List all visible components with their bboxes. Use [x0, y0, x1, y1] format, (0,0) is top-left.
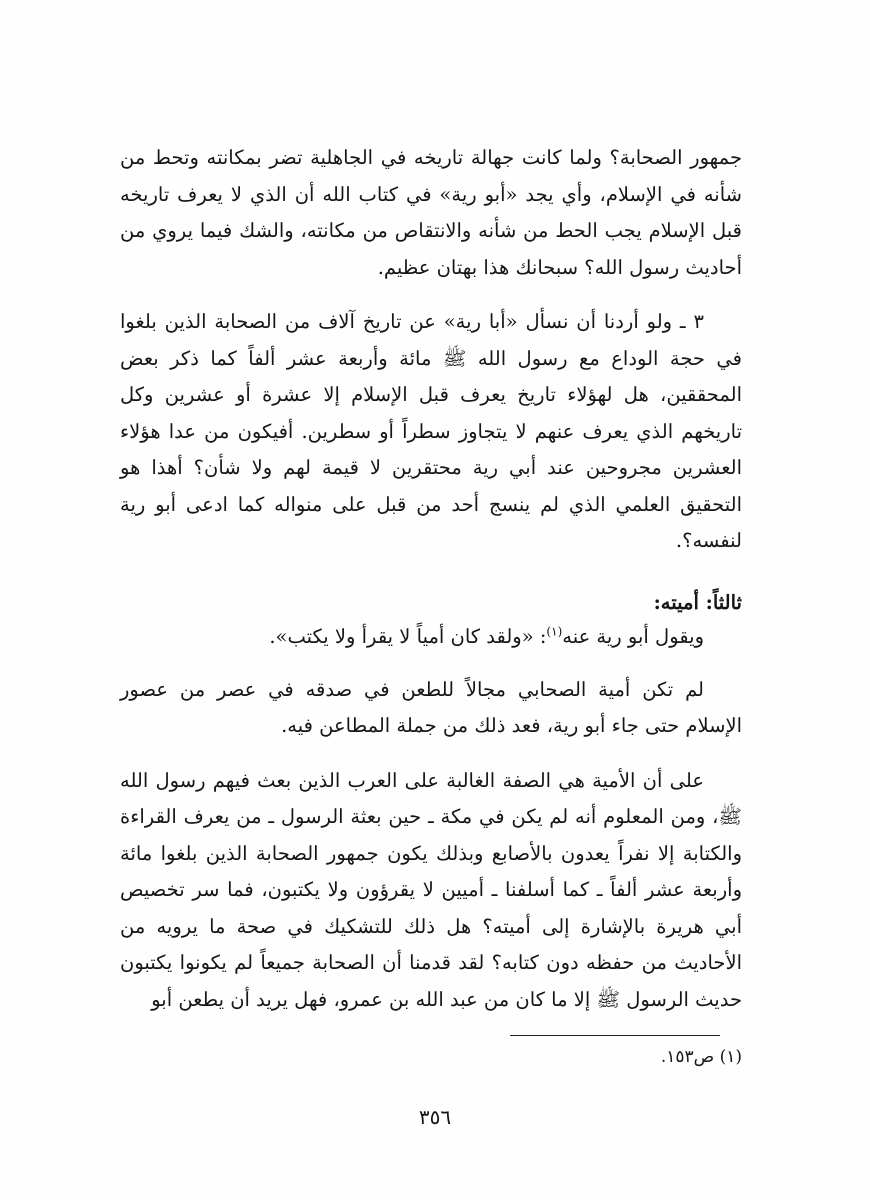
- footnote-divider: [510, 1035, 720, 1036]
- quote-intro: ويقول أبو رية عنه: [562, 624, 704, 648]
- paragraph-illiteracy-2: على أن الأمية هي الصفة الغالبة على العرب الذين بعث فيهم رسول الله ﷺ، ومن المعلوم أنه لم يكن في مكة ـ حين بعثة الرسول ـ من يعرف القراءة والكتابة إلا نفراً يعدون بالأصابع وبذلك يكون جمهور الصحابة الذين بلغوا مائة وأربعة عشر ألفاً ـ كما أسلفنا ـ أميين لا يقرؤون ولا يكتبون، فما سر تخصيص أبي هريرة بالإشارة إلى أميته؟ هل ذلك للتشكيك في صحة ما يرويه من الأحاديث من حفظه دون كتابه؟ لقد قدمنا أن الصحابة جميعاً لم يكونوا يكتبون حديث الرسول ﷺ إلا ما كان من عبد الله بن عمرو، فهل يريد أن يطعن أبو: [120, 768, 742, 1011]
- section-heading: ثالثاً: أميته:: [653, 590, 742, 614]
- paragraph-point-3: ٣ ـ ولو أردنا أن نسأل «أبا رية» عن تاريخ آلاف من الصحابة الذين بلغوا في حجة الوداع مع رسول الله ﷺ مائة وأربعة عشر ألفاً كما ذكر بعض المحققين، هل لهؤلاء تاريخ يعرف قبل الإسلام إلا عشرة أو عشرين وكل تاريخهم الذي يعرف عنهم لا يتجاوز سطراً أو سطرين. أفيكون من عدا هؤلاء العشرين مجروحين عند أبي رية محتقرين لا قيمة لهم ولا شأن؟ أهذا هو التحقيق العلمي الذي لم ينسج أحد من قبل على منواله كما ادعى أبو رية لنفسه؟.: [120, 310, 742, 552]
- paragraph-continuation: جمهور الصحابة؟ ولما كانت جهالة تاريخه في الجاهلية تضر بمكانته وتحط من شأنه في الإسلام، وأي يجد «أبو رية» في كتاب الله أن الذي لا يعرف تاريخه قبل الإسلام يجب الحط من شأنه والانتقاص من مكانته، والشك فيما يروي من أحاديث رسول الله؟ سبحانك هذا بهتان عظيم.: [120, 146, 742, 279]
- footnote-reference[interactable]: (١): [546, 624, 563, 638]
- page-number: ٣٥٦: [418, 1105, 452, 1129]
- main-text: [120, 140, 742, 1018]
- quote-text: : «ولقد كان أمياً لا يقرأ ولا يكتب».: [269, 624, 547, 648]
- quote-paragraph: [120, 620, 742, 654]
- paragraph-illiteracy-1: لم تكن أمية الصحابي مجالاً للطعن في صدقه في عصر من عصور الإسلام حتى جاء أبو رية، فعد ذلك من جملة المطاعن فيه.: [120, 677, 742, 737]
- footnote: (١) ص١٥٣.: [660, 1047, 742, 1067]
